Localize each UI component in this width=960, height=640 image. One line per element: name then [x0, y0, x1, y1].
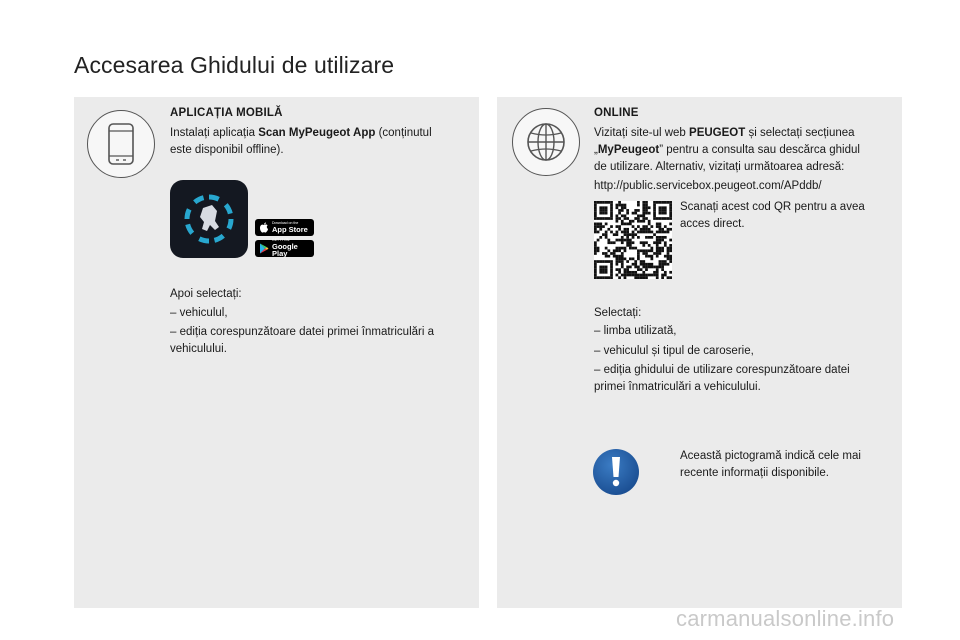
watermark: carmanualsonline.info	[676, 606, 895, 631]
globe-icon	[512, 108, 580, 176]
online-text-line2	[594, 142, 860, 159]
online-text-line1	[594, 125, 855, 142]
app-name: Scan MyPeugeot App	[258, 127, 376, 139]
online-heading: ONLINE	[594, 107, 639, 119]
qr-code[interactable]	[594, 201, 672, 279]
qr-caption-line1: Scanați acest cod QR pentru a avea	[680, 201, 865, 213]
google-play-icon	[259, 243, 269, 254]
app-store-label: App Store	[272, 224, 308, 234]
line1-suffix: și selectați secțiunea	[745, 127, 855, 139]
online-panel	[497, 97, 902, 608]
line1-prefix: Vizitați site-ul web	[594, 127, 690, 139]
install-text	[170, 125, 432, 142]
list-item: – ediția corespunzătoare datei primei înmatriculări a	[170, 326, 434, 338]
open-quote: „	[594, 144, 598, 156]
app-store-badge[interactable]	[255, 219, 314, 236]
line2-suffix: ” pentru a consulta sau descărca ghidul	[659, 144, 860, 156]
list-item: – ediția ghidului de utilizare corespunzătoare datei	[594, 364, 850, 376]
app-store-small: Download on the	[272, 221, 299, 225]
qr-caption-line2: acces direct.	[680, 218, 745, 230]
google-play-label: Google Play	[272, 241, 298, 259]
select-intro: Selectați:	[594, 307, 642, 319]
smartphone-icon	[87, 110, 155, 178]
list-item: – vehiculul și tipul de caroserie,	[594, 345, 754, 357]
install-prefix: Instalați aplicația	[170, 127, 259, 139]
mobile-app-panel	[74, 97, 479, 608]
google-play-badge[interactable]	[255, 240, 314, 257]
list-item: – vehiculul,	[170, 307, 228, 319]
install-suffix: (conținutul	[375, 127, 432, 139]
brand-name: PEUGEOT	[689, 127, 746, 139]
list-item: – limba utilizată,	[594, 325, 677, 337]
list-item: vehiculului.	[170, 343, 227, 355]
scan-mypeugeot-app-icon	[170, 180, 248, 258]
google-play-small: GET IT ON	[272, 238, 290, 243]
list-item: primei înmatriculări a vehiculului.	[594, 381, 761, 393]
note-line1: Această pictogramă indică cele mai	[680, 450, 861, 462]
online-text-line3: de utilizare. Alternativ, vizitați următoarea adresă:	[594, 161, 845, 173]
servicebox-url[interactable]: http://public.servicebox.peugeot.com/APddb/	[594, 180, 822, 192]
page-title: Accesarea Ghidului de utilizare	[74, 52, 395, 78]
note-line2: recente informații disponibile.	[680, 467, 829, 479]
section-name: MyPeugeot	[597, 144, 660, 156]
mobile-heading: APLICAȚIA MOBILĂ	[170, 107, 283, 119]
install-text-line2: este disponibil offline).	[170, 144, 284, 156]
apple-icon	[259, 222, 269, 233]
select-intro: Apoi selectați:	[170, 288, 242, 300]
exclamation-icon	[593, 449, 639, 495]
